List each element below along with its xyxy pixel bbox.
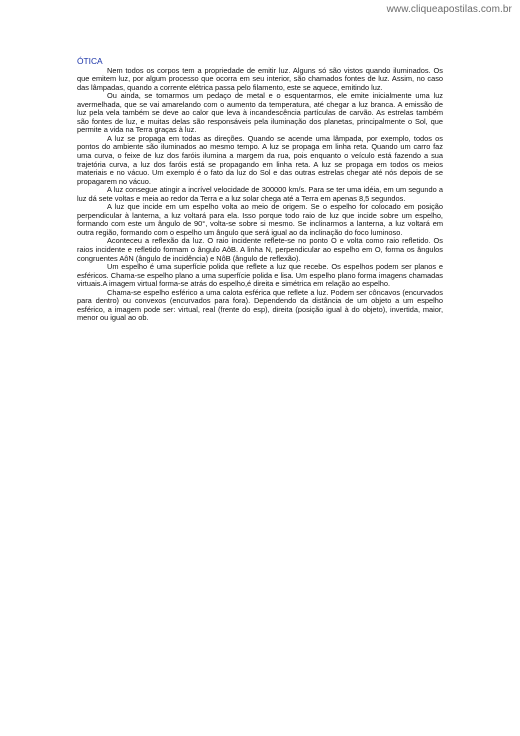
document-body <box>77 57 443 323</box>
paragraph-mirror-incidence: A luz que incide em um espelho volta ao meio de origem. Se o espelho for colocado em posição perpendicular à lanterna, a luz voltará para ela. Isso porque todo raio de luz que incide sobre um espelho, formando com este um ângulo de 90°, volta-se sobre si mesmo. Se inclinarmos a lanterna, a luz voltará em outra região, formando com o espelho um ângulo que será igual ao da inclinação do foco luminoso. <box>77 202 443 237</box>
paragraph-reflection: Aconteceu a reflexão da luz. O raio incidente reflete-se no ponto O e volta como raio refletido. Os raios incidente e refletido formam o ângulo AôB. A linha N, perpendicular ao espelho em O, forma os ângulos congruentes AôN (ângulo de incidência) e NôB (ângulo de reflexão). <box>77 236 443 263</box>
paragraph-plane-mirror: Um espelho é uma superfície polida que reflete a luz que recebe. Os espelhos podem ser planos e esféricos. Chama-se espelho plano a uma superfície polida e lisa. Um espelho plano forma imagens chamadas virtuais.A imagem virtual forma-se atrás do espelho,é direita e simétrica em relação ao espelho. <box>77 262 443 289</box>
paragraph-speed-of-light: A luz consegue atingir a incrível velocidade de 300000 km/s. Para se ter uma idéia, em um segundo a luz dá sete voltas e meia ao redor da Terra e a luz solar chega até a Terra em apenas 8,5 segundos. <box>77 185 443 203</box>
document-title: ÓTICA <box>77 56 103 66</box>
paragraph-light-sources: Nem todos os corpos tem a propriedade de emitir luz. Alguns só são vistos quando iluminados. Os que emitem luz, por algum processo que ocorra em seu interior, são chamados fontes de luz. Assim, no caso das lâmpadas, quando a corrente elétrica passa pelo filamento, este se aquece, emitindo luz. <box>77 65 443 92</box>
paragraph-incandescence: Ou ainda, se tomarmos um pedaço de metal e o esquentarmos, ele emite inicialmente uma luz avermelhada, que se vai amarelando com o aumento da temperatura, até chegar a luz branca. A emissão de luz pela vela também se deve ao calor que leva à incandescência partículas de carvão. As estrelas também são fontes de luz, e muitas delas são responsáveis pela iluminação dos planetas, principalmente o Sol, que permite a vida na Terra graças à luz. <box>77 91 443 135</box>
paragraph-spherical-mirror: Chama-se espelho esférico a uma calota esférica que reflete a luz. Podem ser côncavos (encurvados para dentro) ou convexos (encurvados para fora). Dependendo da distância de um objeto a um espelho esférico, a imagem pode ser: virtual, real (frente do esp), direita (posição igual à do objeto), invertida, maior, menor ou igual ao ob. <box>77 287 443 323</box>
site-url-header: www.cliqueapostilas.com.br <box>386 4 512 15</box>
paragraph-propagation: A luz se propaga em todas as direções. Quando se acende uma lâmpada, por exemplo, todos os pontos do ambiente são iluminados ao mesmo tempo. A luz se propaga em linha reta. Quando um carro faz uma curva, o feixe de luz dos faróis ilumina a margem da rua, pois enquanto o veículo está fazendo a sua trajetória curva, a luz dos faróis está se propagando em linha reta. A luz se propaga em todos os meios materiais e no vácuo. Um exemplo é o fato da luz do Sol e das outras estrelas chegar até nós depois de se propagarem no vácuo. <box>77 133 443 186</box>
